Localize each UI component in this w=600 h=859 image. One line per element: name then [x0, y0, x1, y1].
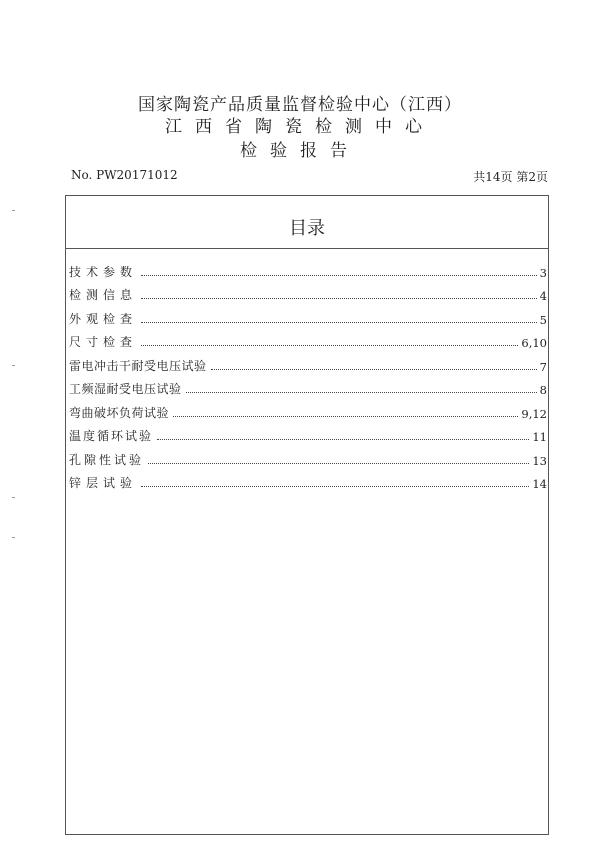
toc-item-page: 3 [539, 265, 547, 280]
report-type-title: 检验报告 [240, 141, 360, 161]
toc-item-label: 检测信息 [69, 288, 138, 302]
toc-leader-dots [141, 485, 529, 487]
toc-leader-dots [141, 344, 518, 346]
toc-item-dimension-check [69, 327, 547, 351]
toc-item-lightning-impulse-test [69, 350, 547, 374]
toc-leader-dots [173, 415, 518, 417]
binding-mark [12, 497, 15, 498]
binding-mark [12, 537, 15, 538]
toc-item-visual-inspection [69, 303, 547, 327]
toc-item-page: 9,12 [521, 406, 547, 421]
toc-leader-dots [157, 438, 529, 440]
report-number: No. PW20171012 [71, 168, 178, 182]
toc-leader-dots [211, 368, 537, 370]
toc-item-bending-failure-load-test [69, 397, 547, 421]
binding-mark [12, 210, 15, 211]
toc-item-page: 6,10 [521, 336, 547, 350]
toc-item-page: 14 [532, 477, 547, 491]
toc-list [69, 256, 547, 491]
toc-item-label: 温度循环试验 [69, 429, 154, 443]
toc-title: 目录 [289, 218, 325, 239]
toc-item-temperature-cycle-test [69, 421, 547, 445]
binding-mark [12, 365, 15, 366]
page-info: 共14页 第2页 [473, 170, 548, 184]
toc-item-label: 锌层试验 [69, 476, 138, 490]
toc-item-porosity-test [69, 444, 547, 468]
toc-item-page: 13 [532, 453, 547, 468]
toc-leader-dots [141, 321, 537, 323]
toc-item-power-frequency-wet-test [69, 374, 547, 398]
toc-item-label: 雷电冲击干耐受电压试验 [69, 358, 207, 373]
toc-frame [65, 195, 549, 835]
toc-item-zinc-coating-test [69, 468, 547, 492]
toc-item-page: 7 [539, 359, 547, 374]
toc-leader-dots [148, 462, 529, 464]
toc-item-label: 尺寸检查 [69, 335, 138, 349]
toc-item-label: 外观检查 [69, 311, 138, 326]
toc-item-technical-params [69, 256, 547, 280]
toc-item-test-info [69, 280, 547, 304]
toc-item-page: 8 [539, 383, 547, 397]
toc-leader-dots [186, 391, 537, 393]
toc-item-page: 5 [539, 312, 547, 327]
toc-item-label: 弯曲破坏负荷试验 [69, 405, 170, 420]
title-divider [66, 248, 548, 249]
toc-leader-dots [141, 274, 537, 276]
toc-item-page: 11 [532, 430, 547, 444]
toc-leader-dots [141, 297, 537, 299]
toc-item-label: 孔隙性试验 [69, 452, 145, 467]
center-subtitle: 江西省陶瓷检测中心 [165, 117, 435, 137]
center-name-title: 国家陶瓷产品质量监督检验中心（江西） [138, 95, 462, 115]
toc-item-label: 工频湿耐受电压试验 [69, 382, 182, 396]
toc-item-label: 技术参数 [69, 264, 138, 279]
toc-item-page: 4 [539, 289, 547, 303]
